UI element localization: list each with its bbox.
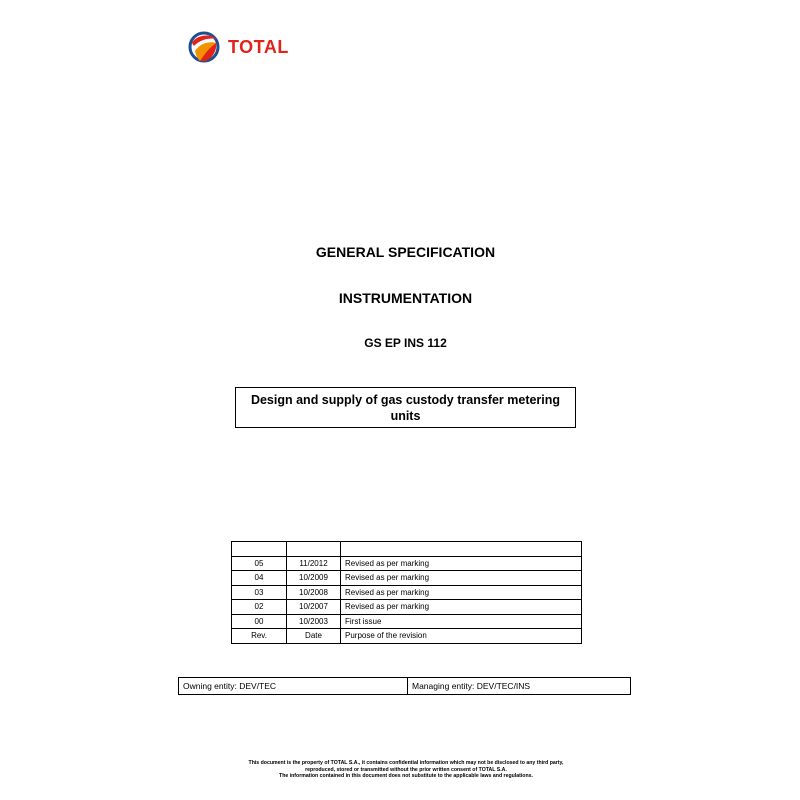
footer-line: reproduced, stored or transmitted without the prior written consent of TOTAL S.A. bbox=[305, 766, 507, 773]
entity-table bbox=[178, 677, 631, 695]
confidentiality-footer bbox=[190, 760, 622, 780]
logo-text: TOTAL bbox=[228, 36, 289, 57]
table-header-row bbox=[232, 629, 582, 644]
purpose-cell: Revised as per marking bbox=[341, 571, 582, 586]
date-cell: 10/2003 bbox=[287, 614, 341, 629]
rev-cell: 05 bbox=[232, 556, 287, 571]
rev-cell: 02 bbox=[232, 600, 287, 615]
table-row bbox=[232, 556, 582, 571]
table-row bbox=[232, 542, 582, 557]
table-row bbox=[232, 585, 582, 600]
managing-entity: Managing entity: DEV/TEC/INS bbox=[408, 678, 631, 695]
footer-line: This document is the property of TOTAL S.A., it contains confidential information which may not be disclosed to any third party, bbox=[248, 760, 564, 766]
purpose-cell bbox=[341, 542, 582, 557]
total-logo-icon bbox=[186, 29, 222, 65]
rev-cell: 03 bbox=[232, 585, 287, 600]
table-row bbox=[232, 614, 582, 629]
date-cell: 10/2007 bbox=[287, 600, 341, 615]
rev-cell: 00 bbox=[232, 614, 287, 629]
revision-table bbox=[231, 541, 582, 644]
table-row bbox=[232, 600, 582, 615]
date-cell: 10/2008 bbox=[287, 585, 341, 600]
purpose-cell: Revised as per marking bbox=[341, 600, 582, 615]
document-title-box bbox=[235, 387, 576, 428]
date-cell: 11/2012 bbox=[287, 556, 341, 571]
document-title: Design and supply of gas custody transfer metering units bbox=[250, 392, 561, 423]
date-cell: 10/2009 bbox=[287, 571, 341, 586]
date-cell bbox=[287, 542, 341, 557]
date-header: Date bbox=[287, 629, 341, 644]
general-specification-title: GENERAL SPECIFICATION bbox=[315, 244, 496, 260]
rev-cell bbox=[232, 542, 287, 557]
rev-cell: 04 bbox=[232, 571, 287, 586]
document-code: GS EP INS 112 bbox=[364, 336, 447, 350]
discipline-title: INSTRUMENTATION bbox=[338, 290, 473, 306]
purpose-cell: Revised as per marking bbox=[341, 556, 582, 571]
table-row bbox=[179, 678, 631, 695]
rev-header: Rev. bbox=[232, 629, 287, 644]
purpose-header: Purpose of the revision bbox=[341, 629, 582, 644]
owning-entity: Owning entity: DEV/TEC bbox=[179, 678, 408, 695]
footer-line: The information contained in this document does not substitute to the applicable laws and regulations. bbox=[279, 773, 533, 779]
purpose-cell: Revised as per marking bbox=[341, 585, 582, 600]
table-row bbox=[232, 571, 582, 586]
purpose-cell: First issue bbox=[341, 614, 582, 629]
company-logo bbox=[186, 29, 289, 65]
